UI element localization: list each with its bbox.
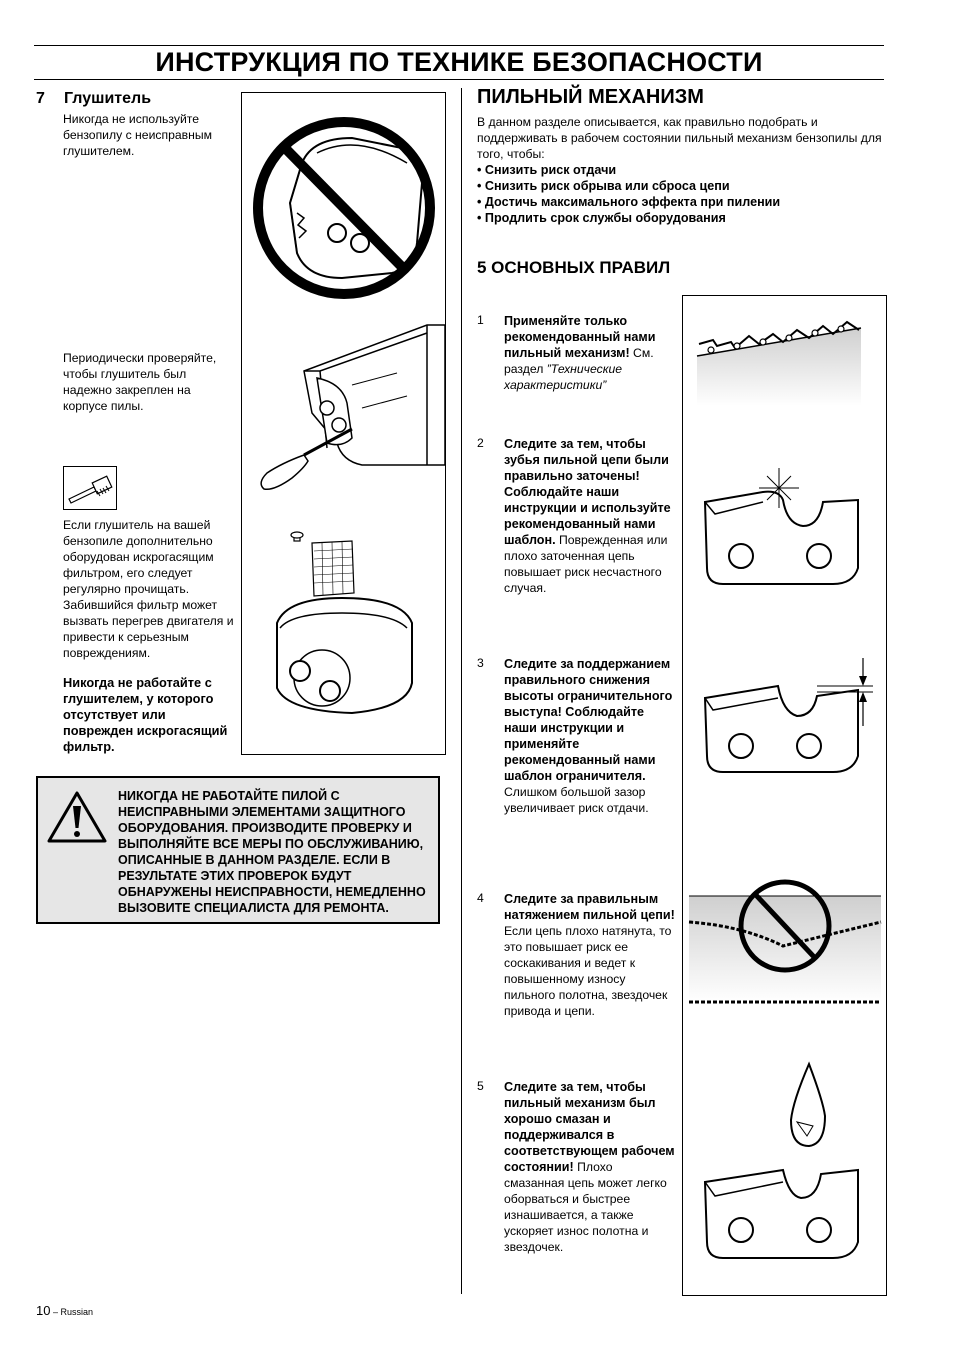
rule-5-text bbox=[504, 1079, 676, 1255]
footer-separator: – bbox=[50, 1307, 61, 1317]
muffler-paragraph-2: Периодически проверяйте, чтобы глушитель был надежно закреплен на корпусе пилы. bbox=[63, 351, 217, 413]
rule-bold: Следите за правильным натяжением пильной цепи! bbox=[504, 892, 675, 922]
rule-number: 3 bbox=[477, 656, 484, 670]
rule-number: 5 bbox=[477, 1079, 484, 1093]
rule-bold: Следите за тем, чтобы зубья пильной цепи были правильно заточены! Соблюдайте наши инструкции и используйте рекомендованный нами шаблон. bbox=[504, 437, 671, 547]
chain-illustration-box bbox=[682, 295, 887, 1296]
rule-normal: Если цепь плохо натянута, то это повышает риск ее соскакивания и ведет к повышенному износу пильного полотна, звездочек привода и цепи. bbox=[504, 924, 672, 1018]
rule-italic: ”Технические характеристики” bbox=[504, 362, 623, 392]
list-item: • Продлить срок службы оборудования bbox=[477, 210, 780, 226]
page-footer bbox=[36, 1303, 93, 1318]
oil-drop-icon bbox=[791, 1064, 825, 1146]
muffler-paragraph-3: Если глушитель на вашей бензопиле дополнительно оборудован искрогасящим фильтром, его следует регулярно прочищать. Забившийся фильтр может вызвать перегрев двигателя и привести к серьезным повреждениям. bbox=[63, 518, 234, 660]
brush-icon bbox=[63, 466, 117, 510]
warning-triangle-icon bbox=[46, 790, 108, 844]
muffler-heading bbox=[36, 90, 151, 108]
rule-bold: Следите за поддержанием правильного снижения высоты ограничительного выступа! Соблюдайте наши инструкции и применяйте рекомендованный нами шаблон ограничителя. bbox=[504, 657, 673, 783]
page-title: ИНСТРУКЦИЯ ПО ТЕХНИКЕ БЕЗОПАСНОСТИ bbox=[155, 47, 763, 77]
muffler-paragraph-4: Никогда не работайте с глушителем, у которого отсутствует или поврежден искрогасящий фильтр. bbox=[63, 675, 228, 754]
rule-bold: Следите за тем, чтобы пильный механизм был хорошо смазан и поддерживался в соответствующем рабочем состоянии! bbox=[504, 1080, 675, 1174]
muffler-check-screwdriver-icon bbox=[261, 325, 445, 489]
rule-number: 4 bbox=[477, 891, 484, 905]
column-divider bbox=[461, 88, 462, 1294]
rule-normal: Поврежденная или плохо заточенная цепь повышает риск несчастного случая. bbox=[504, 533, 668, 595]
rules-heading: 5 ОСНОВНЫХ ПРАВИЛ bbox=[477, 258, 671, 277]
list-item: • Снизить риск отдачи bbox=[477, 162, 780, 178]
chain-tension-prohibited-icon bbox=[689, 882, 881, 1002]
rule-normal: См. раздел bbox=[504, 346, 654, 376]
rule-normal: Плохо смазанная цепь может легко оборваться и быстрее изнашивается, а также ускоряет износ полотна и звездочек. bbox=[504, 1160, 667, 1254]
section-title: Глушитель bbox=[64, 90, 152, 107]
cutting-goals-list bbox=[477, 162, 780, 226]
muffler-illustration-box bbox=[241, 92, 446, 755]
rule-number: 2 bbox=[477, 436, 484, 450]
rule-1-text bbox=[504, 313, 676, 393]
list-item: • Достичь максимального эффекта при пилении bbox=[477, 194, 780, 210]
guide-bar-chain-icon bbox=[697, 322, 861, 406]
footer-language: Russian bbox=[60, 1307, 93, 1317]
rule-number: 1 bbox=[477, 313, 484, 327]
list-item: • Снизить риск обрыва или сброса цепи bbox=[477, 178, 780, 194]
warning-box bbox=[36, 776, 440, 924]
muffler-paragraph-1: Никогда не используйте бензопилу с неисправным глушителем. bbox=[63, 112, 212, 158]
rule-2-text bbox=[504, 436, 676, 596]
warning-text: НИКОГДА НЕ РАБОТАЙТЕ ПИЛОЙ С НЕИСПРАВНЫМИ ЭЛЕМЕНТАМИ ЗАЩИТНОГО ОБОРУДОВАНИЯ. ПРОИЗВОДИТЕ ПРОВЕРКУ И ВЫПОЛНЯЙТЕ ВСЕ МЕРЫ ПО ОБСЛУЖИВАНИЮ, ОПИСАННЫЕ В ДАННОМ РАЗДЕЛЕ. ЕСЛИ В РЕЗУЛЬТАТЕ ЭТИХ ПРОВЕРОК БУДУТ ОБНАРУЖЕНЫ НЕИСПРАВНОСТИ, НЕМЕДЛЕННО ВЫЗОВИТЕ СПЕЦИАЛИСТА ДЛЯ РЕМОНТА. bbox=[118, 789, 426, 915]
damaged-muffler-prohibited-icon bbox=[258, 122, 430, 294]
header-rule-bottom bbox=[34, 79, 884, 80]
depth-gauge-icon bbox=[705, 658, 873, 772]
rule-3-text bbox=[504, 656, 676, 816]
cutting-intro: В данном разделе описывается, как правильно подобрать и поддерживать в рабочем состоянии пильный механизм бензопилы для того, чтобы: bbox=[477, 115, 882, 161]
rule-normal: Слишком большой зазор увеличивает риск отдачи. bbox=[504, 785, 649, 815]
rule-bold: Применяйте только рекомендованный нами пильный механизм! bbox=[504, 314, 656, 360]
cutting-equipment-heading: ПИЛЬНЫЙ МЕХАНИЗМ bbox=[477, 86, 704, 108]
page-number: 10 bbox=[36, 1303, 51, 1318]
sharp-cutter-tooth-icon bbox=[705, 468, 858, 584]
lubricated-cutter-icon bbox=[705, 1170, 858, 1258]
section-number: 7 bbox=[36, 90, 45, 107]
rule-4-text bbox=[504, 891, 676, 1019]
spark-arrester-filter-icon bbox=[277, 532, 412, 713]
